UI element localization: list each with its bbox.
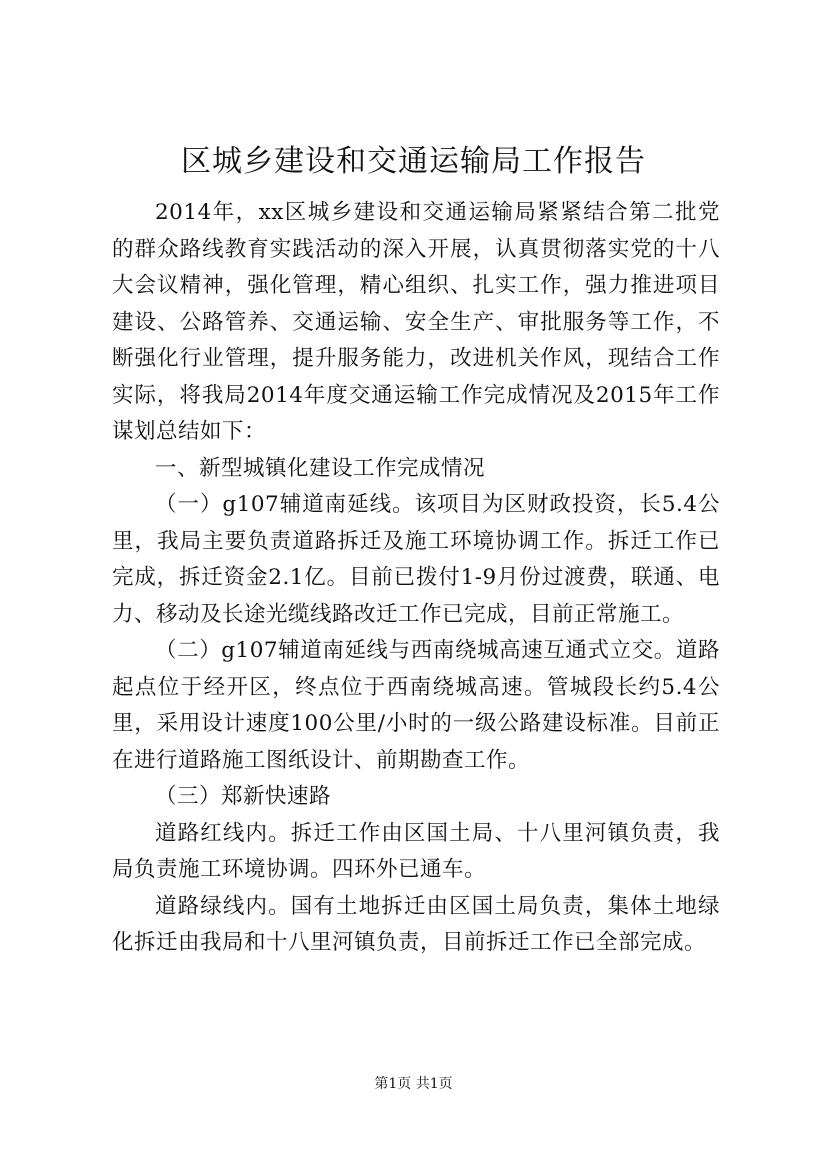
paragraph-red-line: 道路红线内。拆迁工作由区国土局、十八里河镇负责，我局负责施工环境协调。四环外已通车。: [112, 820, 720, 882]
section-heading-1: 一、新型城镇化建设工作完成情况: [155, 455, 486, 481]
paragraph-green-line: 道路绿线内。国有土地拆迁由区国土局负责，集体土地绿化拆迁由我局和十八里河镇负责，目前拆迁工作已全部完成。: [112, 893, 720, 955]
paragraph-item-2: （二）g107辅道南延线与西南绕城高速互通式立交。道路起点位于经开区，终点位于西南绕城高速。管城段长约5.4公里，采用设计速度100公里/小时的一级公路建设标准。目前正在进行道路施工图纸设计、前期勘查工作。: [112, 638, 720, 773]
document-body: [112, 195, 720, 962]
document-title: 区城乡建设和交通运输局工作报告: [181, 144, 646, 179]
subheading-item-3: （三）郑新快速路: [155, 784, 332, 809]
page-number-footer: 第1页 共1页: [374, 1076, 453, 1092]
paragraph-item-1: （一）g107辅道南延线。该项目为区财政投资，长5.4公里，我局主要负责道路拆迁及施工环境协调工作。拆迁工作已完成，拆迁资金2.1亿。目前已拨付1-9月份过渡费，联通、电力、移动及长途光缆线路改迁工作已完成，目前正常施工。: [112, 492, 720, 627]
paragraph-intro: 2014年，xx区城乡建设和交通运输局紧紧结合第二批党的群众路线教育实践活动的深入开展，认真贯彻落实党的十八大会议精神，强化管理，精心组织、扎实工作，强力推进项目建设、公路管养、交通运输、安全生产、审批服务等工作，不断强化行业管理，提升服务能力，改进机关作风，现结合工作实际，将我局2014年度交通运输工作完成情况及2015年工作谋划总结如下：: [112, 200, 720, 444]
